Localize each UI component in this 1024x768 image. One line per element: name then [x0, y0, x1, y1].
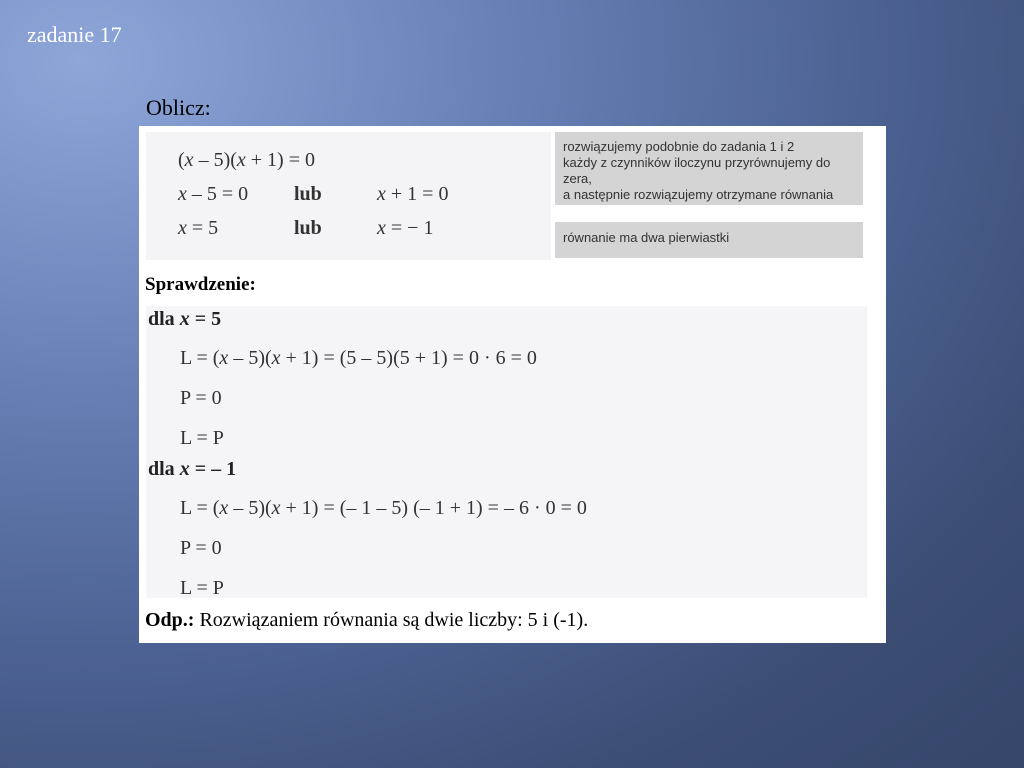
hint-line: rozwiązujemy podobnie do zadania 1 i 2 [563, 139, 795, 154]
left-factor-equation: x – 5 = 0 [178, 183, 249, 205]
equation-line: (x – 5)(x + 1) = 0 [178, 149, 315, 171]
left-side-calc: L = (x – 5)(x + 1) = (– 1 – 5) (– 1 + 1) = – 6 · 0 = 0 [180, 497, 587, 519]
left-root: x = 5 [178, 217, 219, 239]
equality-check: L = P [180, 427, 224, 449]
roots-note-text: równanie ma dwa pierwiastki [563, 230, 730, 245]
right-root: x = − 1 [377, 217, 434, 239]
right-factor-equation: x + 1 = 0 [377, 183, 449, 205]
solution-card [139, 126, 886, 643]
answer-label: Odp.: [145, 609, 195, 631]
lub-label: lub [294, 217, 322, 239]
hint-note [555, 132, 863, 205]
equality-check: L = P [180, 577, 224, 599]
case-heading-x-minus-1: dla x = – 1 [148, 458, 237, 480]
right-side-calc: P = 0 [180, 387, 222, 409]
hint-line: a następnie rozwiązujemy otrzymane równania [563, 187, 834, 202]
hint-line: każdy z czynników iloczynu przyrównujemy do zera, [563, 155, 831, 186]
check-box [146, 306, 867, 598]
right-side-calc: P = 0 [180, 537, 222, 559]
left-side-calc: L = (x – 5)(x + 1) = (5 – 5)(5 + 1) = 0 · 6 = 0 [180, 347, 537, 369]
solution-box [146, 132, 551, 260]
slide-title: zadanie 17 [27, 22, 122, 47]
lub-label: lub [294, 183, 322, 205]
answer-line [145, 609, 588, 632]
answer-text: Rozwiązaniem równania są dwie liczby: 5 i (-1). [194, 609, 589, 631]
check-heading: Sprawdzenie: [145, 274, 256, 295]
task-prompt: Oblicz: [146, 95, 211, 120]
roots-note [555, 222, 863, 258]
case-heading-x-5: dla x = 5 [148, 308, 222, 330]
